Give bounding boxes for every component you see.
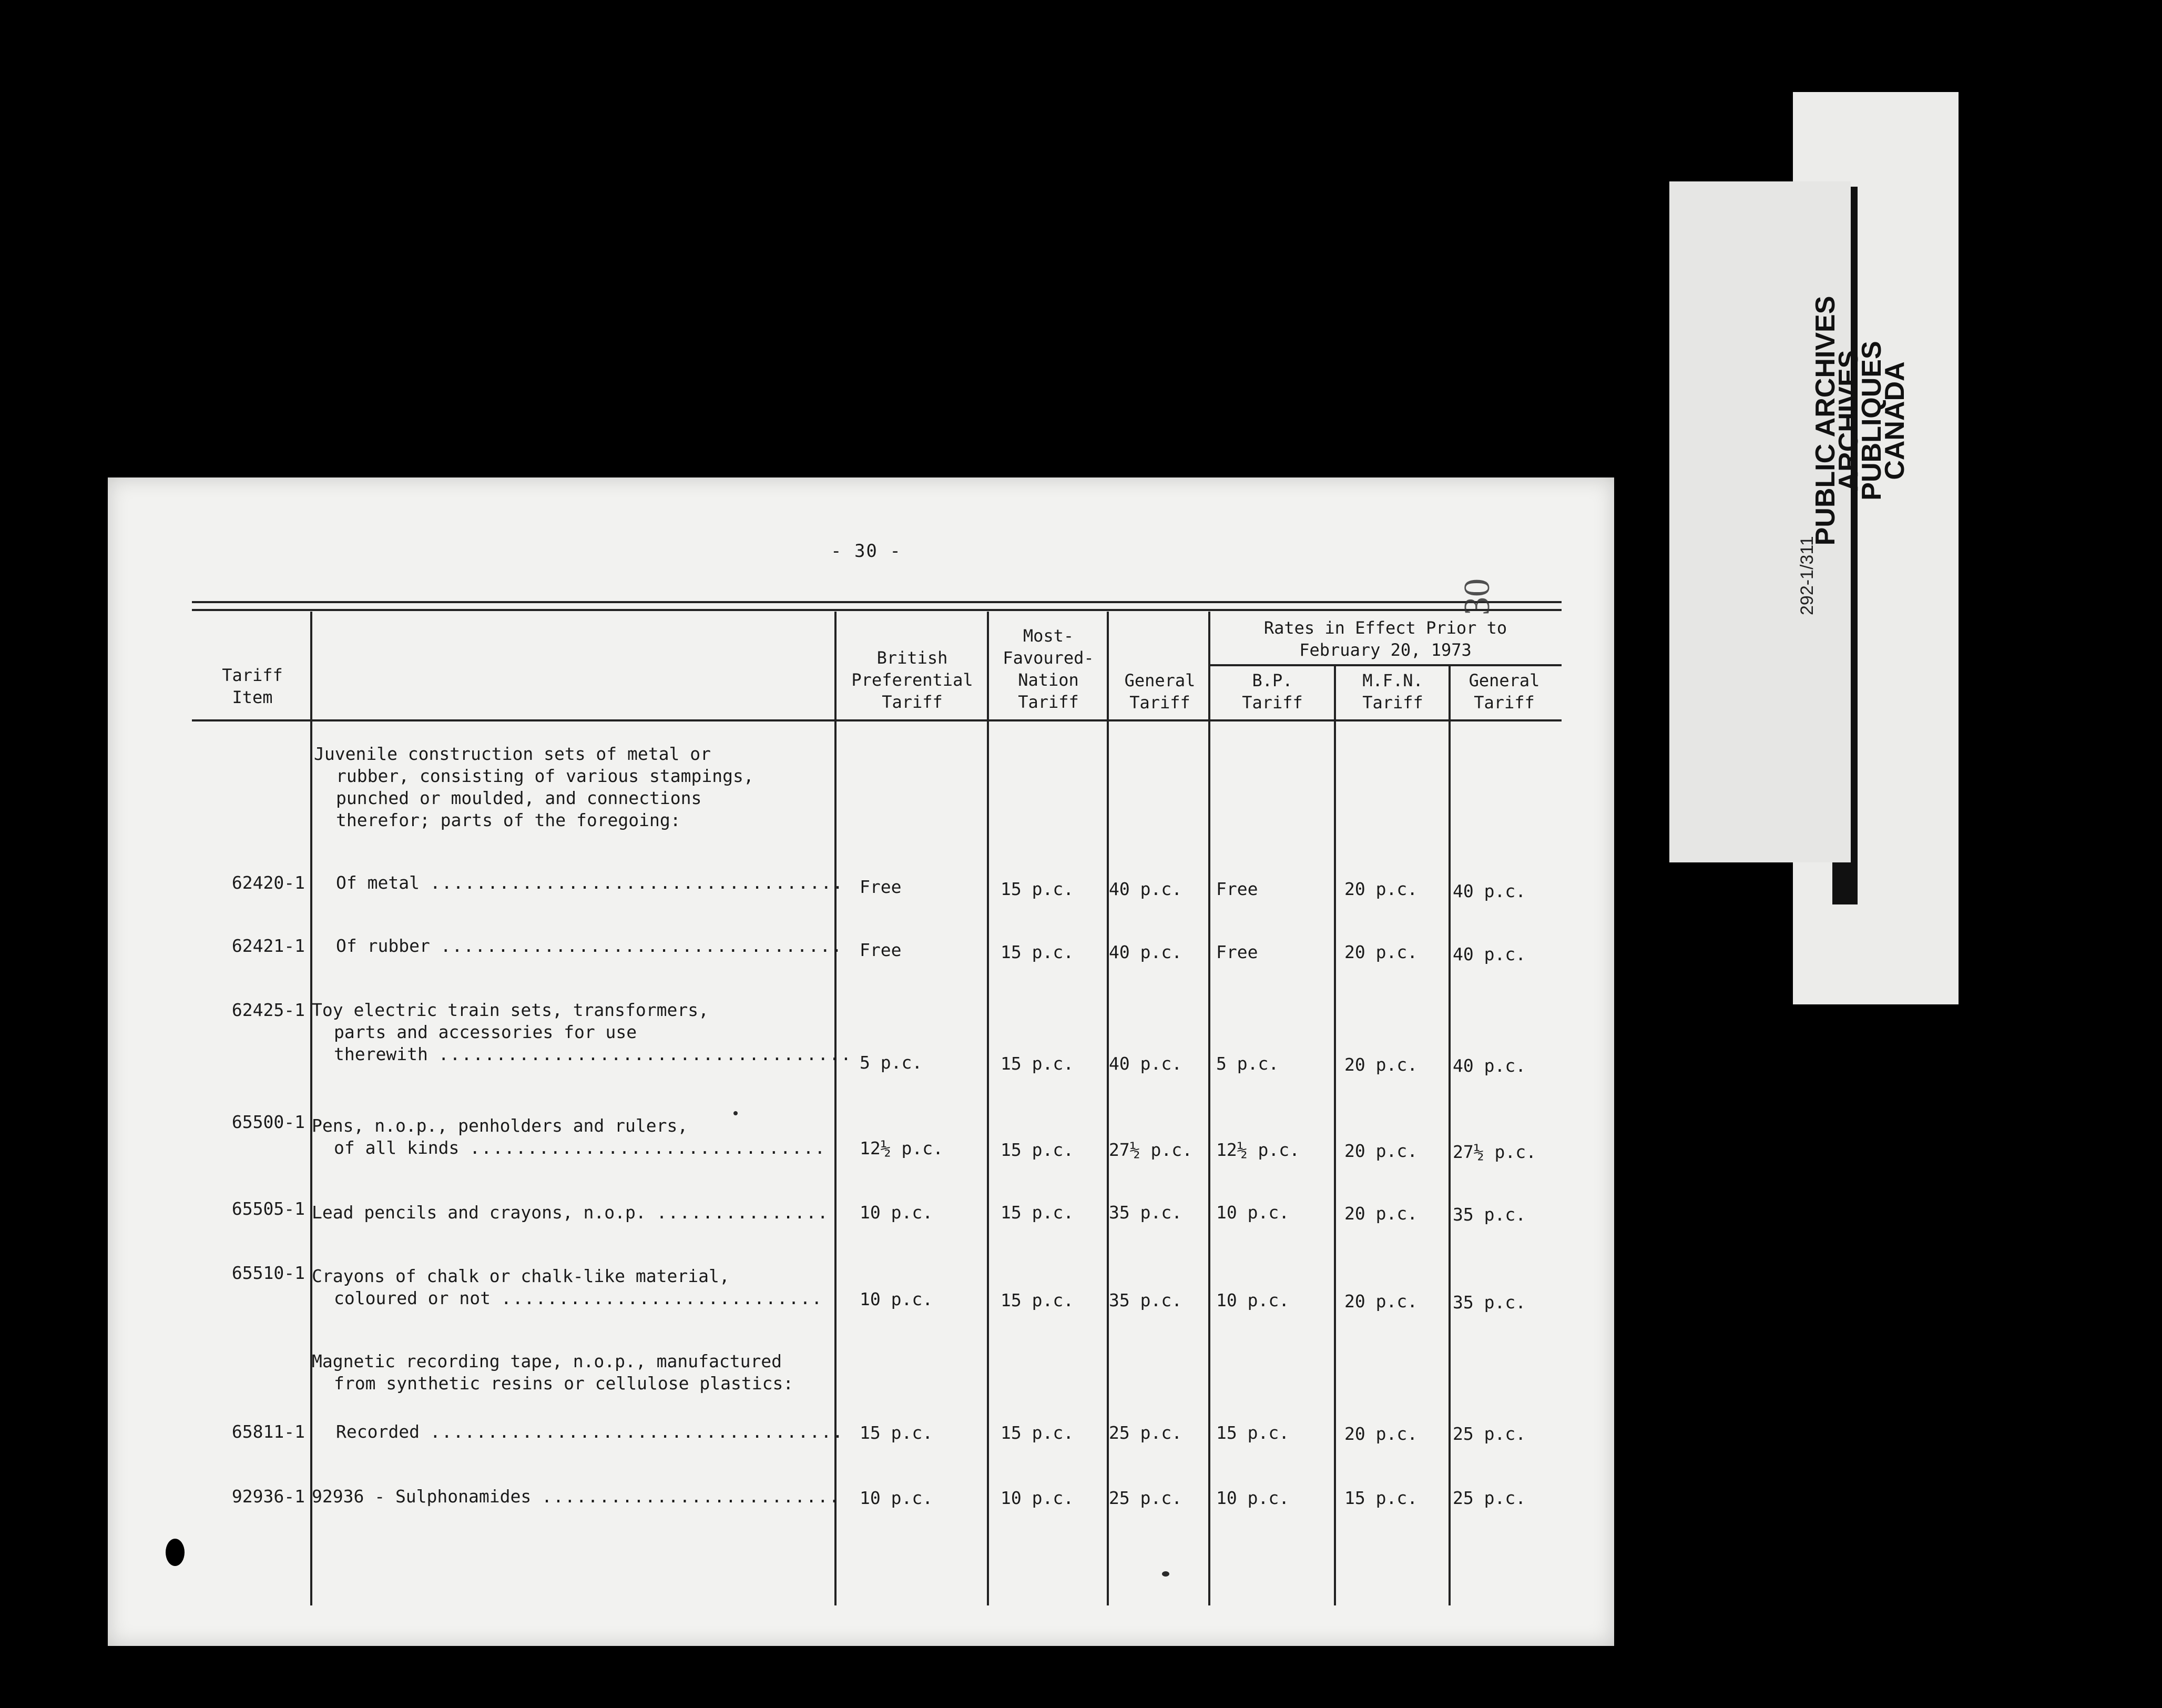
row-1-bpt: Free <box>860 877 902 897</box>
row-1-mfn: 15 p.c. <box>1001 879 1074 899</box>
row-3-bpt: 5 p.c. <box>860 1052 923 1073</box>
row-2-tariff-item: 62421-1 <box>231 936 305 956</box>
row-1-tariff-item: 62420-1 <box>231 872 305 893</box>
row-9-description: 92936 - Sulphonamides .......................... <box>312 1486 841 1507</box>
row-5-prior-general: 35 p.c. <box>1453 1204 1526 1225</box>
row-3-tariff-item: 62425-1 <box>231 1000 305 1020</box>
column-divider-5 <box>1208 612 1210 1605</box>
row-6-prior-mfn: 20 p.c. <box>1344 1291 1418 1312</box>
row-8-mfn: 15 p.c. <box>1001 1422 1074 1443</box>
row-3-general: 40 p.c. <box>1109 1053 1182 1074</box>
row-3-mfn: 15 p.c. <box>1001 1053 1074 1074</box>
header-tariff-item: Tariff Item <box>222 665 283 707</box>
row-2-bpt: Free <box>860 940 902 960</box>
archive-number-stamp: 30 <box>1457 578 1497 615</box>
column-divider-6 <box>1334 664 1336 1605</box>
row-5-description: Lead pencils and crayons, n.o.p. ............... <box>312 1202 829 1223</box>
row-4-general: 27½ p.c. <box>1109 1140 1192 1160</box>
row-9-tariff-item: 92936-1 <box>231 1486 305 1507</box>
header-prior-general: General Tariff <box>1468 670 1540 713</box>
document-page <box>108 477 1614 1646</box>
row-6-general: 35 p.c. <box>1109 1290 1182 1310</box>
archive-line-1: PUBLIC ARCHIVES <box>1810 296 1841 546</box>
column-divider-3 <box>987 612 989 1605</box>
row-1-prior-general: 40 p.c. <box>1453 881 1526 901</box>
row-6-prior-bp: 10 p.c. <box>1216 1290 1290 1310</box>
row-0-description: Juvenile construction sets of metal or rubber, consisting of various stampings, punched or moulded, and connections therefor; parts of the foregoing: <box>314 744 754 830</box>
row-3-description: Toy electric train sets, transformers, parts and accessories for use therewith .................................... <box>312 1000 852 1064</box>
row-9-prior-mfn: 15 p.c. <box>1344 1488 1418 1508</box>
row-2-prior-general: 40 p.c. <box>1453 944 1526 964</box>
table-top-rule-2 <box>192 609 1562 611</box>
row-4-prior-general: 27½ p.c. <box>1453 1142 1536 1162</box>
row-4-prior-bp: 12½ p.c. <box>1216 1140 1300 1160</box>
row-2-description: Of rubber ................................... <box>336 936 843 956</box>
row-1-prior-bp: Free <box>1216 879 1258 899</box>
header-prior-rates-group: Rates in Effect Prior to February 20, 1973 <box>1263 618 1507 660</box>
dust-speck <box>733 1111 738 1115</box>
header-most-favoured-nation: Most- Favoured- Nation Tariff <box>1003 626 1094 712</box>
row-6-mfn: 15 p.c. <box>1001 1290 1074 1310</box>
column-divider-4 <box>1107 612 1109 1605</box>
row-9-general: 25 p.c. <box>1109 1488 1182 1508</box>
row-8-prior-general: 25 p.c. <box>1453 1424 1526 1444</box>
row-8-tariff-item: 65811-1 <box>231 1421 305 1442</box>
header-british-preferential: British Preferential Tariff <box>851 648 973 712</box>
header-prior-mfn: M.F.N. Tariff <box>1362 670 1423 713</box>
dust-speck <box>1162 1571 1169 1577</box>
row-8-prior-mfn: 20 p.c. <box>1344 1424 1418 1444</box>
row-9-mfn: 10 p.c. <box>1001 1488 1074 1508</box>
table-top-rule-1 <box>192 601 1562 603</box>
row-8-description: Recorded .................................... <box>336 1421 844 1442</box>
row-9-prior-general: 25 p.c. <box>1453 1488 1526 1508</box>
row-4-prior-mfn: 20 p.c. <box>1344 1141 1418 1161</box>
row-5-tariff-item: 65505-1 <box>231 1198 305 1219</box>
header-bottom-rule <box>192 719 1562 721</box>
row-5-prior-bp: 10 p.c. <box>1216 1202 1290 1223</box>
row-2-mfn: 15 p.c. <box>1001 942 1074 962</box>
column-divider-7 <box>1449 664 1451 1605</box>
row-6-tariff-item: 65510-1 <box>231 1263 305 1283</box>
row-4-bpt: 12½ p.c. <box>860 1138 943 1158</box>
row-2-prior-mfn: 20 p.c. <box>1344 942 1418 962</box>
row-4-tariff-item: 65500-1 <box>231 1112 305 1132</box>
punch-hole-mark <box>166 1539 185 1566</box>
archive-reference-code: 292-1/311 <box>1797 536 1817 615</box>
archive-line-3: CANADA <box>1880 361 1910 480</box>
header-prior-bp: B.P. Tariff <box>1242 670 1303 713</box>
prior-rates-group-rule <box>1209 664 1562 666</box>
row-1-general: 40 p.c. <box>1109 879 1182 899</box>
row-9-prior-bp: 10 p.c. <box>1216 1488 1290 1508</box>
column-divider-2 <box>834 612 837 1605</box>
row-6-description: Crayons of chalk or chalk-like material, coloured or not ............................ <box>312 1266 823 1308</box>
column-divider-1 <box>310 612 312 1605</box>
row-8-bpt: 15 p.c. <box>860 1422 933 1443</box>
row-1-description: Of metal .................................... <box>336 872 844 893</box>
row-5-bpt: 10 p.c. <box>860 1202 933 1223</box>
row-3-prior-general: 40 p.c. <box>1453 1055 1526 1076</box>
row-6-bpt: 10 p.c. <box>860 1289 933 1309</box>
row-8-prior-bp: 15 p.c. <box>1216 1422 1290 1443</box>
row-3-prior-bp: 5 p.c. <box>1216 1053 1279 1074</box>
row-7-description: Magnetic recording tape, n.o.p., manufactured from synthetic resins or cellulose plastics: <box>312 1351 794 1394</box>
row-8-general: 25 p.c. <box>1109 1422 1182 1443</box>
row-5-general: 35 p.c. <box>1109 1202 1182 1223</box>
row-2-general: 40 p.c. <box>1109 942 1182 962</box>
row-4-mfn: 15 p.c. <box>1001 1140 1074 1160</box>
page-number: - 30 - <box>831 541 902 562</box>
archive-stamp-text <box>1810 273 1910 568</box>
row-1-prior-mfn: 20 p.c. <box>1344 879 1418 899</box>
row-4-description: Pens, n.o.p., penholders and rulers, of all kinds ............................... <box>312 1115 827 1158</box>
row-9-bpt: 10 p.c. <box>860 1488 933 1508</box>
row-2-prior-bp: Free <box>1216 942 1258 962</box>
row-6-prior-general: 35 p.c. <box>1453 1292 1526 1313</box>
row-3-prior-mfn: 20 p.c. <box>1344 1054 1418 1075</box>
row-5-prior-mfn: 20 p.c. <box>1344 1203 1418 1224</box>
row-5-mfn: 15 p.c. <box>1001 1202 1074 1223</box>
header-general-tariff: General Tariff <box>1124 670 1196 713</box>
archive-line-2: ARCHIVES PUBLIQUES <box>1833 341 1887 501</box>
